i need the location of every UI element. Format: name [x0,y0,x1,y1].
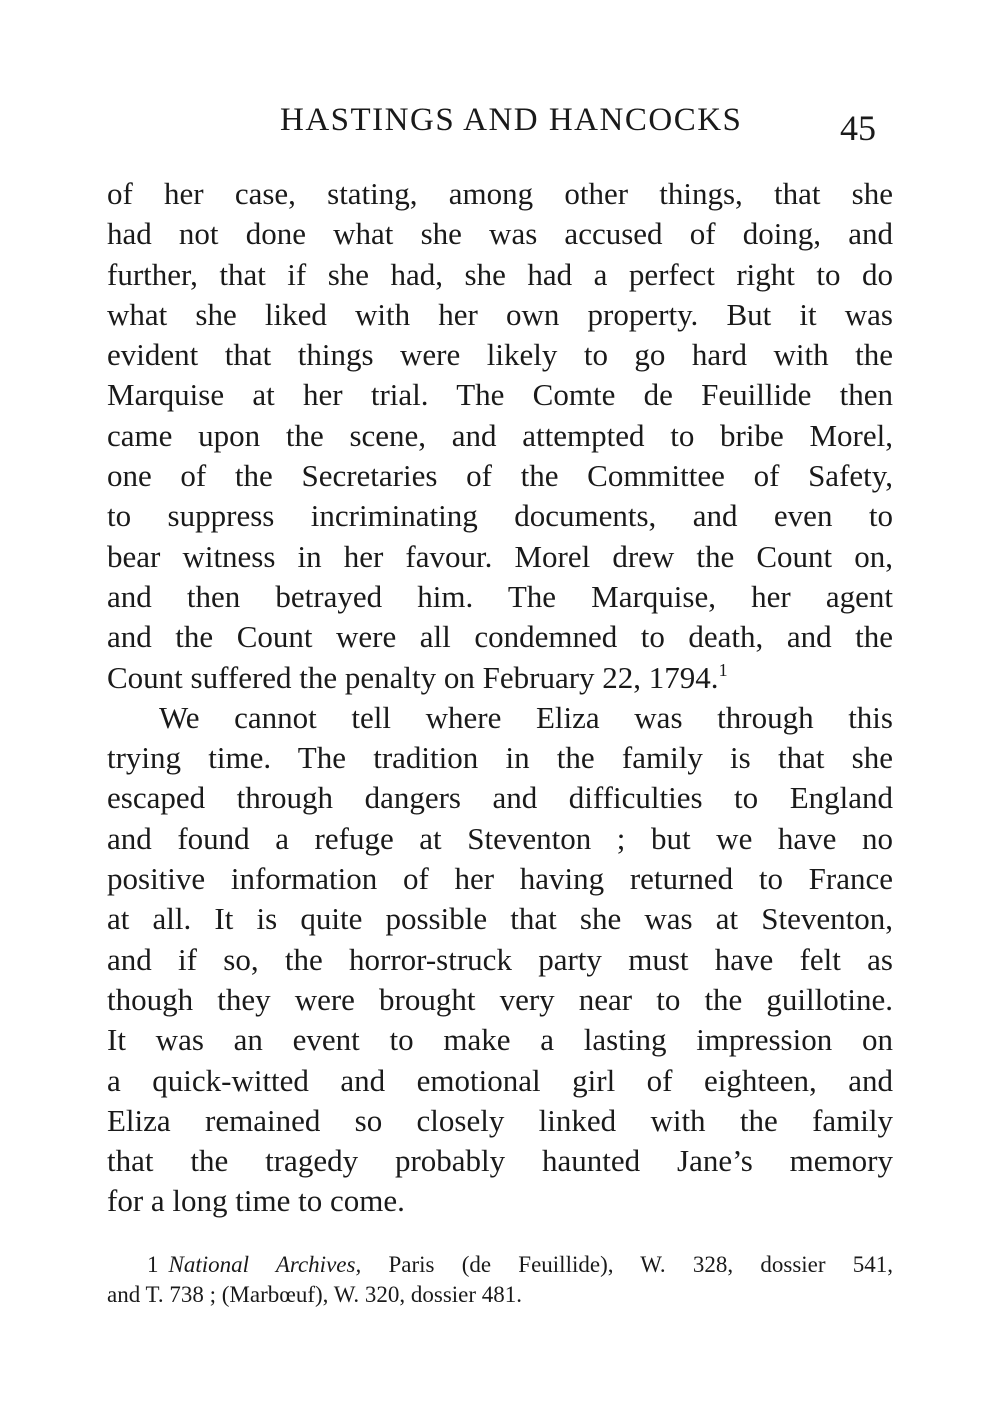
page-number: 45 [840,108,876,148]
text-line: and found a refuge at Steventon ; but we have no [107,820,893,856]
text-line: Marquise at her trial. The Comte de Feuillide then [107,377,893,413]
text-line: had not done what she was accused of doing, and [107,216,893,252]
text-line: came upon the scene, and attempted to bribe Morel, [107,417,893,453]
text-line: evident that things were likely to go hard with the [107,337,893,373]
text-line: positive information of her having returned to France [107,861,893,897]
text-line: though they were brought very near to the guillotine. [107,981,893,1017]
footnote-source-title: National Archives, [168,1252,362,1277]
footnote-line: and T. 738 ; (Marbœuf), W. 320, dossier 481. [107,1282,523,1307]
footnote-marker: 1 [147,1252,159,1277]
text-line: a quick-witted and emotional girl of eighteen, and [107,1062,893,1098]
text-line: escaped through dangers and difficulties to England [107,780,893,816]
footnote-text: Paris (de Feuillide), W. 328, dossier 541, [388,1252,894,1277]
text-line: one of the Secretaries of the Committee of Safety, [107,458,893,494]
text-line: It was an event to make a lasting impression on [107,1022,893,1058]
text-line: to suppress incriminating documents, and even to [107,498,893,534]
text-line: Eliza remained so closely linked with the family [107,1102,893,1138]
text-line: what she liked with her own property. But it was [107,296,893,332]
text-line: that the tragedy probably haunted Jane’s memory [107,1143,893,1179]
text-line: and then betrayed him. The Marquise, her agent [107,578,893,614]
text-line: and if so, the horror-struck party must have felt as [107,941,893,977]
footnote [107,1250,893,1310]
text-line: trying time. The tradition in the family is that she [107,740,893,776]
body-text [107,174,893,1222]
text-line: for a long time to come. [107,1183,405,1219]
footnote-line [107,1250,893,1280]
text-line: further, that if she had, she had a perfect right to do [107,256,893,292]
text-line: of her case, stating, among other things, that she [107,176,893,211]
text-line-content: Count suffered the penalty on February 22, 1794. [107,659,719,695]
text-line-with-footnote [107,658,893,698]
text-line: and the Count were all condemned to death, and the [107,619,893,655]
text-line: We cannot tell where Eliza was through this [159,699,893,735]
text-line: at all. It is quite possible that she was at Steventon, [107,901,893,937]
text-line: bear witness in her favour. Morel drew the Count on, [107,538,893,574]
footnote-reference: 1 [718,659,728,680]
running-title: HASTINGS AND HANCOCKS [280,102,743,138]
